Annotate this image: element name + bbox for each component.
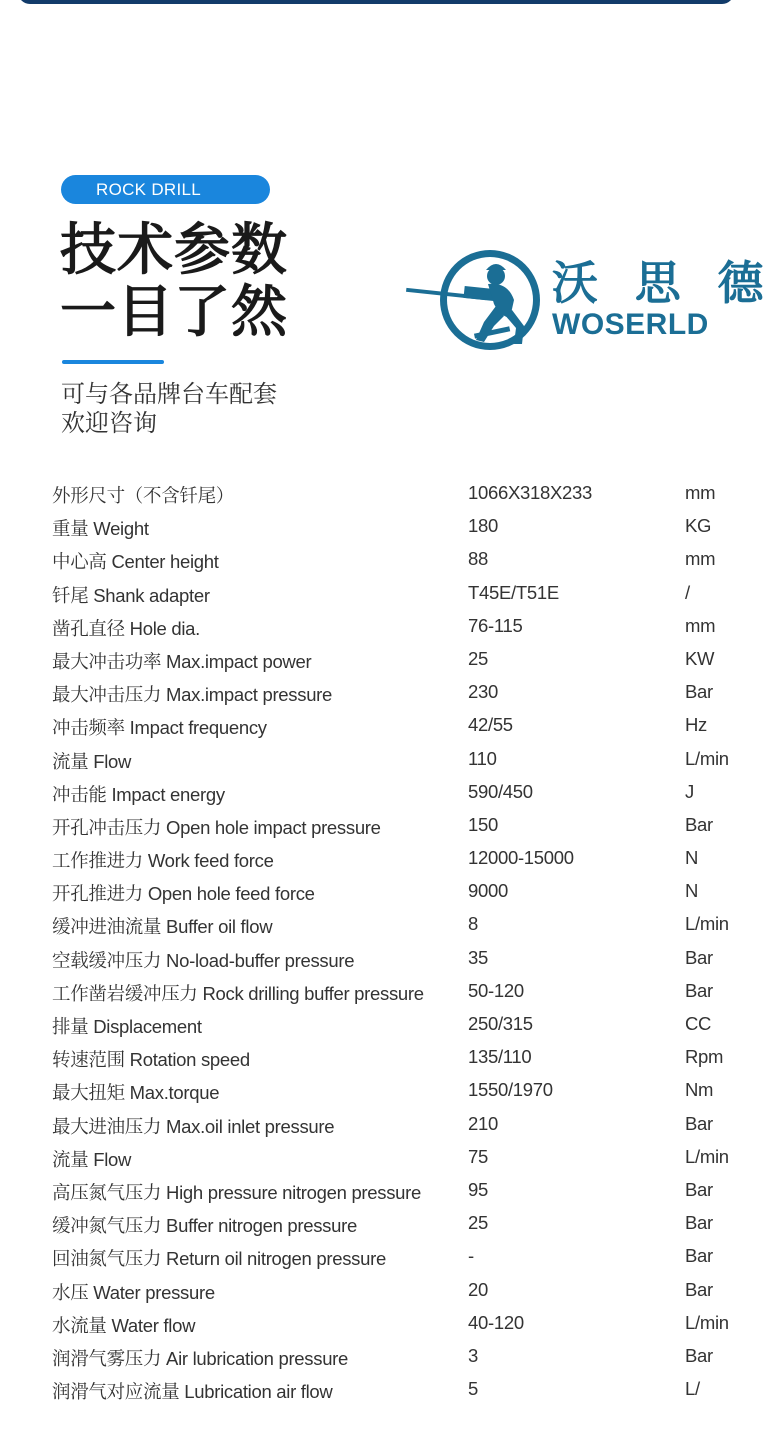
spec-row (52, 1175, 742, 1208)
spec-row (52, 1042, 742, 1075)
spec-name: 凿孔直径 Hole dia. (52, 617, 200, 639)
spec-row (52, 810, 742, 843)
spec-name: 最大冲击压力 Max.impact pressure (52, 684, 333, 706)
spec-unit: Hz (685, 714, 708, 736)
spec-name: 高压氮气压力 High pressure nitrogen pressure (52, 1181, 422, 1203)
spec-value: 230 (468, 681, 498, 703)
spec-value: 590/450 (468, 780, 533, 802)
spec-row (52, 1009, 742, 1042)
spec-value: 42/55 (468, 714, 513, 736)
subtitle-line-1: 可与各品牌台车配套 (61, 381, 277, 408)
spec-row (52, 544, 742, 577)
spec-row (52, 1341, 742, 1374)
spec-name: 开孔冲击压力 Open hole impact pressure (52, 816, 381, 838)
spec-name: 转速范围 Rotation speed (52, 1049, 250, 1071)
spec-name: 工作推进力 Work feed force (52, 850, 274, 872)
headline-line-2: 一目了然 (60, 280, 288, 343)
spec-unit: Bar (685, 979, 713, 1001)
spec-value: 88 (468, 548, 488, 570)
spec-value: 40-120 (468, 1311, 524, 1333)
spec-unit: mm (685, 614, 716, 636)
spec-value: 1550/1970 (468, 1079, 553, 1101)
spec-row (52, 677, 742, 710)
spec-row (52, 1275, 742, 1308)
spec-unit: / (685, 581, 690, 603)
spec-unit: Bar (685, 1178, 713, 1200)
spec-name: 钎尾 Shank adapter (52, 584, 210, 606)
driller-figure-icon (404, 244, 544, 356)
brand-name-cn: 沃 思 德 (552, 257, 776, 309)
spec-name: 排量 Displacement (52, 1016, 202, 1037)
spec-name: 中心高 Center height (52, 551, 219, 573)
spec-value: 20 (468, 1278, 488, 1300)
spec-name: 水流量 Water flow (52, 1314, 196, 1336)
spec-unit: Bar (685, 1344, 713, 1366)
spec-name: 冲击能 Impact energy (52, 783, 225, 805)
spec-name: 重量 Weight (52, 518, 149, 540)
spec-name: 水压 Water pressure (52, 1281, 215, 1303)
spec-row (52, 511, 742, 544)
spec-row (52, 644, 742, 677)
spec-unit: Bar (685, 1245, 713, 1267)
spec-unit: Bar (685, 1278, 713, 1300)
spec-name: 润滑气对应流量 Lubrication air flow (52, 1381, 333, 1403)
spec-unit: L/min (685, 1145, 729, 1167)
spec-row (52, 1241, 742, 1274)
spec-value: 210 (468, 1112, 498, 1134)
spec-value: 8 (468, 913, 478, 935)
spec-row (52, 744, 742, 777)
spec-value: 110 (468, 747, 497, 769)
spec-value: 76-115 (468, 614, 523, 636)
spec-unit: Bar (685, 946, 713, 968)
spec-unit: KW (685, 647, 715, 669)
spec-value: 9000 (468, 880, 508, 902)
spec-name: 最大进油压力 Max.oil inlet pressure (52, 1115, 335, 1137)
spec-name: 外形尺寸（不含钎尾） (52, 485, 235, 506)
spec-row (52, 1075, 742, 1108)
spec-name: 流量 Flow (52, 750, 132, 772)
spec-unit: Nm (685, 1079, 714, 1101)
spec-row (52, 876, 742, 909)
spec-row (52, 1374, 742, 1407)
spec-name: 缓冲氮气压力 Buffer nitrogen pressure (52, 1215, 357, 1237)
spec-table (52, 478, 742, 1407)
spec-row (52, 710, 742, 743)
spec-unit: L/min (685, 1311, 729, 1333)
spec-row (52, 1208, 742, 1241)
category-tag: ROCK DRILL (61, 175, 270, 204)
spec-name: 缓冲进油流量 Buffer oil flow (52, 916, 273, 938)
spec-name: 润滑气雾压力 Air lubrication pressure (52, 1347, 349, 1369)
spec-unit: Bar (685, 1112, 713, 1134)
spec-unit: J (685, 780, 694, 802)
spec-row (52, 578, 742, 611)
spec-row (52, 843, 742, 876)
spec-row (52, 1308, 742, 1341)
spec-value: T45E/T51E (468, 581, 559, 603)
spec-value: 12000-15000 (468, 847, 574, 869)
spec-unit: mm (685, 548, 716, 570)
spec-value: 5 (468, 1378, 478, 1400)
spec-unit: N (685, 847, 699, 869)
spec-name: 空载缓冲压力 No-load-buffer pressure (52, 949, 355, 971)
spec-unit: Bar (685, 681, 713, 703)
spec-value: 75 (468, 1145, 488, 1167)
spec-row (52, 478, 742, 511)
headline-line-1: 技术参数 (60, 218, 288, 281)
spec-unit: mm (685, 482, 716, 503)
spec-value: 25 (468, 1212, 488, 1234)
spec-name: 最大扭矩 Max.torque (52, 1082, 220, 1104)
top-decor-bar (18, 0, 734, 4)
subtitle-line-2: 欢迎咨询 (61, 410, 157, 437)
spec-unit: Rpm (685, 1046, 724, 1068)
spec-row (52, 777, 742, 810)
spec-unit: KG (685, 515, 712, 537)
spec-unit: L/ (685, 1378, 700, 1400)
spec-value: 1066X318X233 (468, 482, 592, 503)
spec-value: - (468, 1245, 474, 1267)
spec-unit: CC (685, 1013, 712, 1034)
spec-name: 流量 Flow (52, 1148, 132, 1170)
spec-row (52, 611, 742, 644)
spec-value: 250/315 (468, 1013, 533, 1034)
spec-name: 最大冲击功率 Max.impact power (52, 650, 312, 672)
spec-row (52, 976, 742, 1009)
spec-value: 135/110 (468, 1046, 532, 1068)
spec-unit: L/min (685, 747, 729, 769)
spec-unit: Bar (685, 813, 713, 835)
spec-name: 工作凿岩缓冲压力 Rock drilling buffer pressure (52, 982, 424, 1004)
spec-value: 3 (468, 1344, 478, 1366)
spec-value: 50-120 (468, 979, 524, 1001)
spec-row (52, 943, 742, 976)
accent-underline (62, 360, 164, 364)
spec-row (52, 909, 742, 942)
spec-value: 35 (468, 946, 488, 968)
spec-unit: L/min (685, 913, 729, 935)
brand-name-en: WOSERLD (552, 308, 709, 341)
spec-row (52, 1142, 742, 1175)
spec-name: 开孔推进力 Open hole feed force (52, 883, 315, 905)
spec-value: 180 (468, 515, 498, 537)
spec-value: 150 (468, 813, 498, 835)
spec-unit: N (685, 880, 699, 902)
spec-value: 95 (468, 1178, 488, 1200)
spec-unit: Bar (685, 1212, 713, 1234)
spec-name: 回油氮气压力 Return oil nitrogen pressure (52, 1248, 386, 1270)
spec-name: 冲击频率 Impact frequency (52, 717, 267, 739)
spec-value: 25 (468, 647, 488, 669)
spec-row (52, 1109, 742, 1142)
